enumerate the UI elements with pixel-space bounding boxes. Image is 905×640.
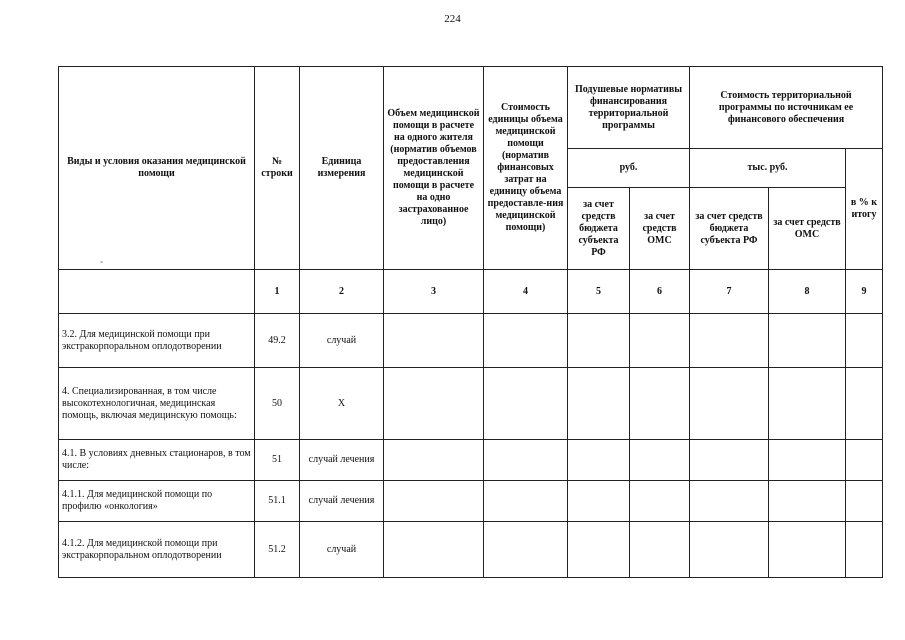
header-program-cost: Стоимость территориальной программы по источникам ее финансового обеспечения: [690, 67, 883, 149]
row-label: 4. Специализированная, в том числе высокотехнологичная, медицинская помощь, включая медицинскую помощь:: [59, 368, 255, 440]
header-unit-cost: Стоимость единицы объема медицинской помощи (норматив финансовых затрат на единицу объема предоставле-ния медицинской помощи): [484, 67, 568, 270]
row-unit: случай: [300, 314, 384, 368]
row-label: 4.1.2. Для медицинской помощи при экстракорпоральном оплодотворении: [59, 522, 255, 578]
header-oms-rub: за счет средств ОМС: [630, 188, 690, 270]
row-label: 4.1. В условиях дневных стационаров, в том числе:: [59, 440, 255, 481]
table-row: [59, 481, 883, 522]
column-number: 8: [769, 270, 846, 314]
header-unit-thous-rub: тыс. руб.: [690, 149, 846, 188]
row-label: 3.2. Для медицинской помощи при экстракорпоральном оплодотворении: [59, 314, 255, 368]
table-row: [59, 314, 883, 368]
row-line-number: 50: [255, 368, 300, 440]
column-number: 4: [484, 270, 568, 314]
column-number: 3: [384, 270, 484, 314]
column-number-row: [59, 270, 883, 314]
row-unit: случай лечения: [300, 440, 384, 481]
header-budget-thous: за счет средств бюджета субъекта РФ: [690, 188, 769, 270]
header-line-number: № строки: [255, 67, 300, 270]
header-budget-rub: за счет средств бюджета субъекта РФ: [568, 188, 630, 270]
column-number: 2: [300, 270, 384, 314]
column-number-blank: [59, 270, 255, 314]
header-volume: Объем медицинской помощи в расчете на одного жителя (норматив объемов предоставления медицинской помощи в расчете на одно застрахованное лицо): [384, 67, 484, 270]
column-number: 5: [568, 270, 630, 314]
row-line-number: 51.2: [255, 522, 300, 578]
header-percent: в % к итогу: [846, 149, 883, 270]
table-row: [59, 368, 883, 440]
row-line-number: 49.2: [255, 314, 300, 368]
header-unit: Единица измерения: [300, 67, 384, 270]
header-kinds: Виды и условия оказания медицинской помощи: [59, 67, 255, 270]
row-label: 4.1.1. Для медицинской помощи по профилю «онкология»: [59, 481, 255, 522]
column-number: 7: [690, 270, 769, 314]
header-per-capita: Подушевые нормативы финансирования территориальной программы: [568, 67, 690, 149]
row-line-number: 51: [255, 440, 300, 481]
column-number: 6: [630, 270, 690, 314]
row-line-number: 51.1: [255, 481, 300, 522]
page-number: 224: [444, 13, 461, 25]
scan-mark: ˷: [100, 253, 103, 263]
row-unit: случай лечения: [300, 481, 384, 522]
table-row: [59, 522, 883, 578]
header-oms-thous: за счет средств ОМС: [769, 188, 846, 270]
cost-table: [58, 66, 883, 578]
table-row: [59, 440, 883, 481]
column-number: 1: [255, 270, 300, 314]
row-unit: Х: [300, 368, 384, 440]
header-unit-rub: руб.: [568, 149, 690, 188]
row-unit: случай: [300, 522, 384, 578]
column-number: 9: [846, 270, 883, 314]
